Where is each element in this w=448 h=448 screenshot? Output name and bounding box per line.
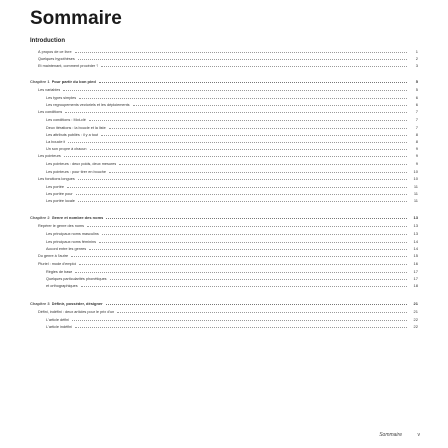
toc-page-number: 16 <box>413 261 418 266</box>
dot-leader <box>89 249 407 250</box>
dot-leader <box>76 194 407 195</box>
toc-entry-text: À propos de ce livre <box>38 50 72 54</box>
dot-leader <box>133 105 407 106</box>
toc-entry-text: Les principaux noms masculins <box>46 232 99 237</box>
toc-page-number: 9 <box>415 146 418 152</box>
toc-entry-text: Les conditions <box>38 110 63 115</box>
toc-page-number: 5 <box>415 87 418 92</box>
toc-entry[interactable] <box>30 222 418 228</box>
toc-entry-text: Les pointeurs : pour tirer en bouche <box>46 169 106 174</box>
dot-leader <box>67 187 407 188</box>
toc-page-number: 2 <box>415 56 418 61</box>
toc-page-number: 9 <box>415 153 418 159</box>
toc-page-number: 17 <box>413 269 418 274</box>
dot-leader <box>64 156 407 157</box>
toc-entry-text: Pluriel : mode d'emploi <box>38 262 77 266</box>
dot-leader <box>79 264 407 265</box>
toc-page-number: 18 <box>413 283 418 289</box>
toc-page-number: 11 <box>413 198 418 204</box>
dot-leader <box>106 304 407 305</box>
toc-page-number: 9 <box>415 161 418 167</box>
toc-entry[interactable] <box>30 175 418 181</box>
toc-entry-text: Défini, indéfini : deux articles pour le prix d'un <box>38 309 115 314</box>
toc-page-number: 6 <box>415 102 418 108</box>
chapter-label: Chapitre 2 <box>30 215 50 221</box>
toc-page-number: 8 <box>415 139 418 144</box>
toc-entry-text: Quelques hypothèses <box>38 57 75 61</box>
footer-label: Sommaire <box>379 432 402 438</box>
toc-page-number: 8 <box>415 131 418 137</box>
dot-leader <box>65 112 407 113</box>
toc-chapter[interactable] <box>30 300 418 306</box>
toc-entry-text: Genre et nombre des noms <box>51 216 104 221</box>
toc-entry-text: Quelques particularités phonétiques <box>46 277 107 282</box>
toc-entry-text: Définir, posséder, désigner <box>51 301 103 306</box>
toc-page-number: 21 <box>413 300 418 306</box>
chapter-label: Chapitre 1 <box>30 79 50 84</box>
toc-entry[interactable] <box>30 116 418 122</box>
dot-leader <box>78 59 407 60</box>
dot-leader <box>117 312 407 313</box>
dot-leader <box>99 242 407 243</box>
toc-page-number: 17 <box>413 276 418 282</box>
toc-entry-text: Les fonctions longues <box>38 176 75 181</box>
toc-entry[interactable] <box>30 238 418 244</box>
toc-page-number: 11 <box>413 183 418 189</box>
toc-entry[interactable] <box>30 316 418 322</box>
dot-leader <box>79 98 407 99</box>
toc-entry-text: Les conditions : Mot-clé <box>46 118 86 123</box>
toc-page-number: 7 <box>415 109 418 115</box>
toc-entry[interactable] <box>30 197 418 203</box>
toc-entry-text: Les pointeurs : deux poids, deux mesures <box>46 162 117 167</box>
toc-entry[interactable] <box>30 275 418 281</box>
dot-leader <box>81 286 407 287</box>
toc-page-number: 7 <box>415 117 418 123</box>
toc-entry[interactable] <box>30 282 418 288</box>
toc-chapter[interactable] <box>30 214 418 220</box>
dot-leader <box>99 82 407 83</box>
dot-leader <box>109 172 407 173</box>
toc-entry[interactable] <box>30 252 418 258</box>
toc-entry-text: Accord entre les genres <box>46 246 87 251</box>
toc-page-number: 6 <box>415 95 418 100</box>
dot-leader <box>75 327 407 328</box>
dot-leader <box>101 66 407 67</box>
toc-entry[interactable] <box>30 268 418 274</box>
toc-entry-text: Un son propre à chacun <box>46 147 87 152</box>
chapter-label: Chapitre 3 <box>30 300 50 306</box>
toc-entry-text: Les portée pour <box>46 192 73 196</box>
toc-entry[interactable] <box>30 124 418 130</box>
toc-entry-text: Les regroupements vectoriels et les déploiements <box>46 103 130 108</box>
toc-entry[interactable] <box>30 62 418 68</box>
toc-entry-text: Du genre à l'autre <box>38 254 69 258</box>
toc-page-number: 11 <box>413 191 418 196</box>
toc-entry[interactable] <box>30 86 418 92</box>
toc-page-number: 13 <box>413 223 418 229</box>
toc-entry-text: Les portée locale <box>46 199 75 204</box>
dot-leader <box>87 226 407 227</box>
table-of-contents <box>30 48 418 424</box>
toc-page-number: 7 <box>415 124 418 130</box>
toc-entry-text: Les pointeurs <box>38 154 61 159</box>
toc-entry-text: L'article indéfini <box>46 324 73 329</box>
toc-page-number: 3 <box>415 63 418 68</box>
toc-page-number: 15 <box>413 253 418 258</box>
toc-entry[interactable] <box>30 152 418 158</box>
toc-entry[interactable] <box>30 168 418 174</box>
toc-chapter[interactable] <box>30 78 418 84</box>
footer-page-number: v <box>417 432 420 438</box>
toc-page-number: 21 <box>413 308 418 314</box>
toc-entry-text: Les variables <box>38 88 61 92</box>
toc-entry[interactable] <box>30 160 418 166</box>
toc-entry-text: Règles de base <box>46 270 73 274</box>
toc-page-number: 14 <box>413 245 418 251</box>
toc-entry[interactable] <box>30 48 418 54</box>
toc-page-number: 1 <box>415 49 418 54</box>
toc-entry[interactable] <box>30 323 418 329</box>
toc-entry-text: Pour partir du bon pied <box>51 80 96 84</box>
toc-entry[interactable] <box>30 260 418 266</box>
toc-entry-text: et orthographiques <box>46 284 78 289</box>
dot-leader <box>63 90 407 91</box>
toc-page-number: 5 <box>415 79 418 84</box>
dot-leader <box>72 320 407 321</box>
page-title: Sommaire <box>30 8 122 29</box>
dot-leader <box>71 256 407 257</box>
toc-entry[interactable] <box>30 308 418 314</box>
dot-leader <box>109 128 407 129</box>
toc-entry[interactable] <box>30 190 418 196</box>
toc-page-number: 22 <box>413 316 418 322</box>
toc-entry[interactable] <box>30 138 418 144</box>
dot-leader <box>102 234 407 235</box>
dot-leader <box>90 149 407 150</box>
toc-entry-text: Repérer le genre des noms <box>38 224 85 229</box>
dot-leader <box>78 201 407 202</box>
toc-entry-text: Les principaux noms féminins <box>46 239 97 244</box>
toc-entry-text: L'article défini <box>46 317 70 322</box>
toc-entry-text: La boucle if <box>46 140 66 144</box>
dot-leader <box>119 164 407 165</box>
toc-entry[interactable] <box>30 245 418 251</box>
toc-entry[interactable] <box>30 94 418 100</box>
toc-page-number: 13 <box>413 231 418 237</box>
dot-leader <box>89 120 407 121</box>
dot-leader <box>101 135 407 136</box>
toc-page-number: 13 <box>413 215 418 221</box>
toc-page-number: 10 <box>413 168 418 174</box>
toc-entry-text: Les portée <box>46 184 64 189</box>
toc-entry[interactable] <box>30 108 418 114</box>
toc-page-number: 10 <box>413 175 418 181</box>
toc-entry[interactable] <box>30 145 418 151</box>
dot-leader <box>75 272 407 273</box>
introduction-heading: Introduction <box>30 38 65 44</box>
toc-page-number: 14 <box>413 238 418 244</box>
toc-entry-text: Les types simples <box>46 96 77 100</box>
toc-entry-text: Les attributs publiés : il y a tout <box>46 132 99 137</box>
toc-page-number: 22 <box>413 323 418 329</box>
toc-entry[interactable] <box>30 131 418 137</box>
dot-leader <box>68 142 407 143</box>
toc-entry-text: Deux itérations : la boucle et la liste <box>46 125 106 130</box>
toc-entry[interactable] <box>30 101 418 107</box>
dot-leader <box>75 52 407 53</box>
dot-leader <box>106 218 407 219</box>
toc-entry[interactable] <box>30 183 418 189</box>
toc-entry-text: Et maintenant, comment procéder ? <box>38 64 99 68</box>
dot-leader <box>78 179 407 180</box>
dot-leader <box>110 279 407 280</box>
toc-entry[interactable] <box>30 230 418 236</box>
toc-entry[interactable] <box>30 55 418 61</box>
